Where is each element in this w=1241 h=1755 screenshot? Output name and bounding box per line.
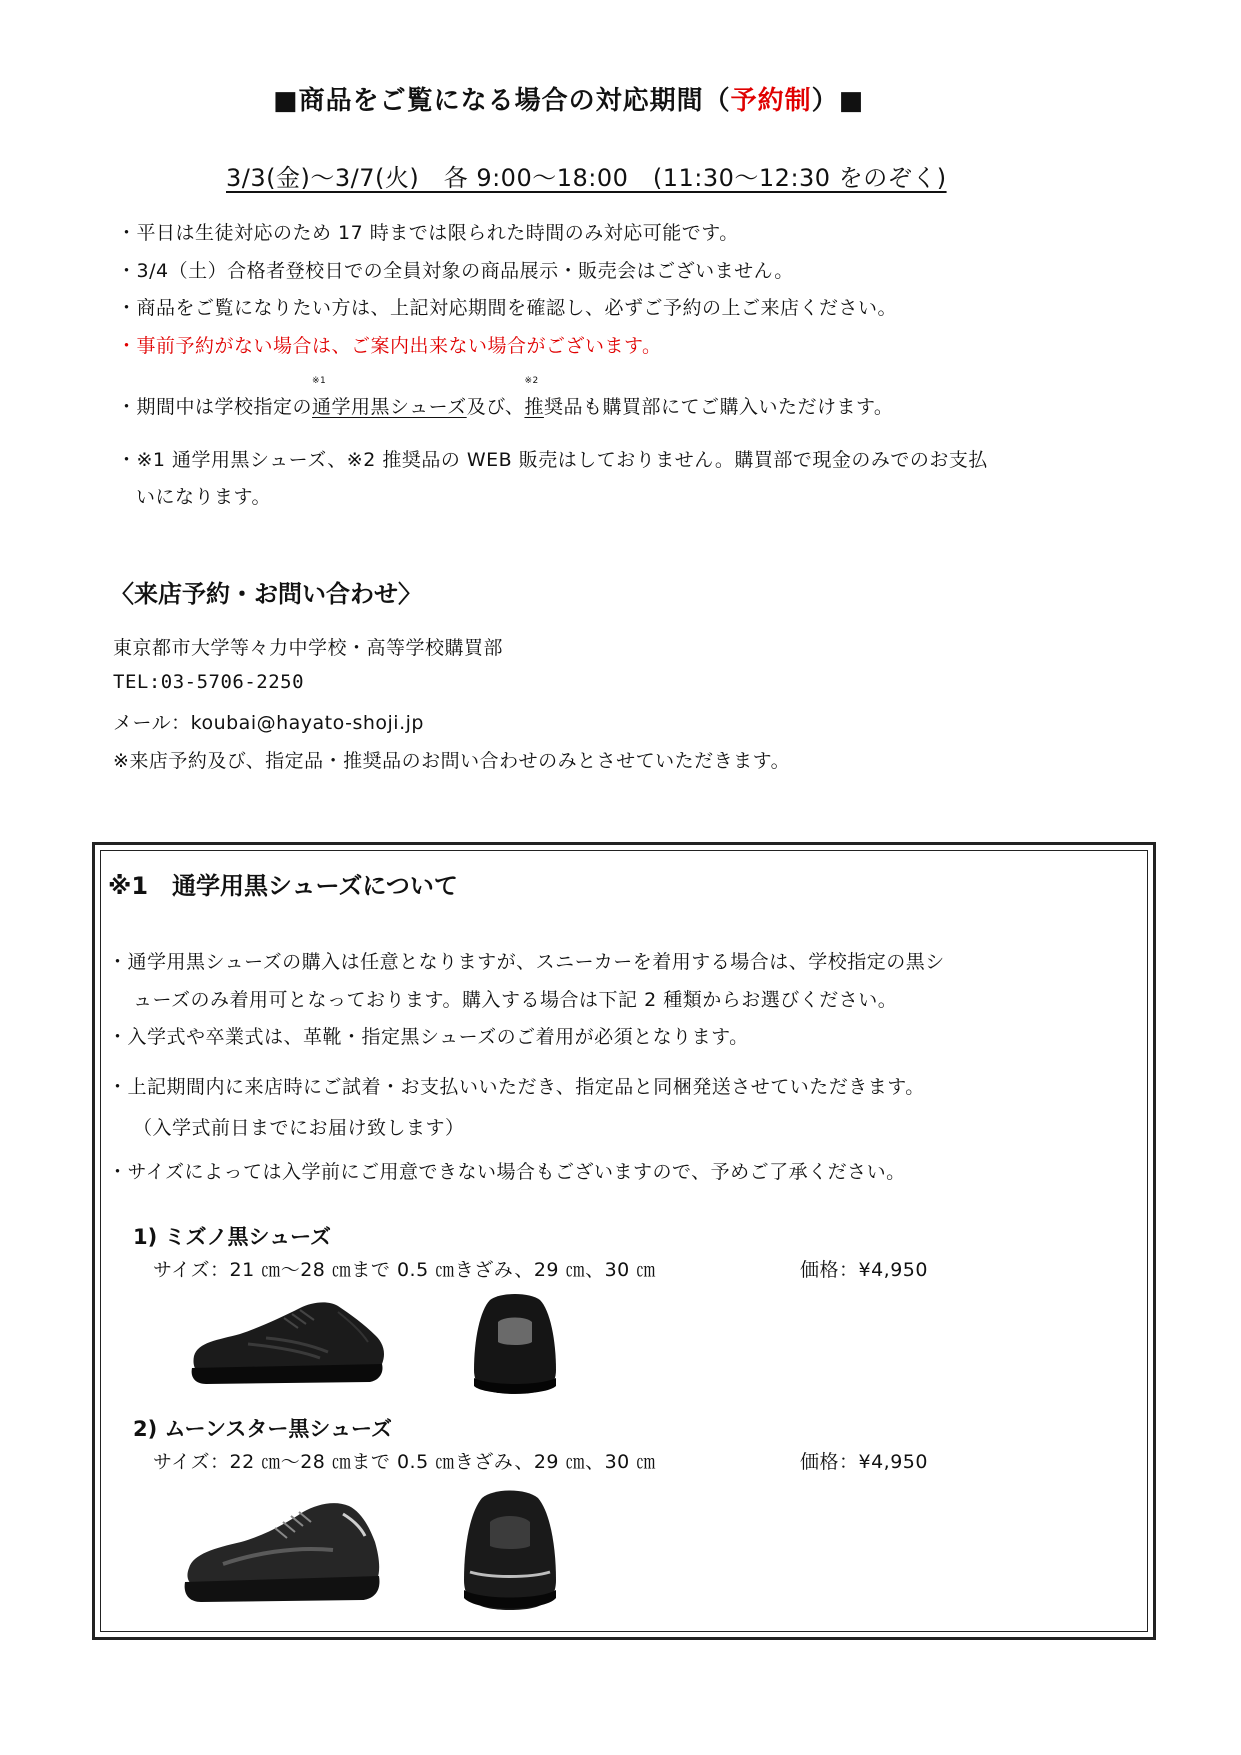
contact-heading: 〈来店予約・お問い合わせ〉 [110,580,422,608]
product-1-size: サイズ：21 ㎝～28 ㎝まで 0.5 ㎝きざみ、29 ㎝、30 ㎝ [153,1259,656,1281]
product-2-name: 2) ムーンスター黒シューズ [133,1417,392,1441]
title-prefix: ■商品をご覧になる場合の対応期間（ [273,86,731,116]
product-2-size: サイズ：22 ㎝～28 ㎝まで 0.5 ㎝きざみ、29 ㎝、30 ㎝ [153,1451,656,1473]
box-line-5: （入学式前日までにお届け致します） [133,1117,465,1139]
period-note-item1: 通学用黒シューズ [312,396,467,418]
period-note-before: ・期間中は学校指定の [117,396,313,418]
page-title [273,80,864,117]
box-line-4: ・上記期間内に来店時にご試着・お支払いいただき、指定品と同梱発送させていただきます。 [108,1076,925,1098]
note-2: ・3/4（土）合格者登校日での全員対象の商品展示・販売会はございません。 [117,260,794,282]
note-3: ・商品をご覧になりたい方は、上記対応期間を確認し、必ずご予約の上ご来店ください。 [117,297,898,319]
contact-note: ※来店予約及び、指定品・推奨品のお問い合わせのみとさせていただきます。 [113,750,791,772]
web-note-line2: いになります。 [136,486,271,508]
product-2-price: 価格：¥4,950 [800,1451,928,1473]
box-line-6: ・サイズによっては入学前にご用意できない場合もございますので、予めご了承ください。 [108,1161,906,1183]
period-note-item2: 推 [524,396,544,418]
box-heading: ※1 通学用黒シューズについて [108,872,458,900]
web-note-line1: ・※1 通学用黒シューズ、※2 推奨品の WEB 販売はしておりません。購買部で現金のみでのお支払 [117,449,988,471]
schedule: 3/3(金)～3/7(火) 各 9:00～18:00 (11:30～12:30 をのぞく) [226,164,947,192]
note-1: ・平日は生徒対応のため 17 時までは限られた時間のみ対応可能です。 [117,222,739,244]
mizuno-shoe-side-image [188,1298,388,1390]
period-note [117,376,894,419]
contact-tel: TEL:03-5706-2250 [113,671,305,693]
product-1-price: 価格：¥4,950 [800,1259,928,1281]
contact-org: 東京都市大学等々力中学校・高等学校購買部 [113,637,504,659]
mizuno-shoe-back-image [470,1290,560,1400]
box-line-2: ューズのみ着用可となっております。購入する場合は下記 2 種類からお選びください。 [133,989,898,1011]
mark-2: ※2 [524,376,539,386]
box-line-3: ・入学式や卒業式は、革靴・指定黒シューズのご着用が必須となります。 [108,1026,749,1048]
title-suffix: ）■ [811,86,865,116]
contact-mail-text[interactable]: メール：koubai@hayato-shoji.jp [113,712,424,734]
note-warning: ・事前予約がない場合は、ご案内出来ない場合がございます。 [117,335,662,357]
contact-mail [113,708,424,735]
period-note-after: 奨品も購買部にてご購入いただけます。 [543,396,894,418]
moonstar-shoe-side-image [183,1498,383,1608]
product-1-name: 1) ミズノ黒シューズ [133,1225,332,1249]
moonstar-shoe-back-image [460,1486,560,1616]
period-note-middle: 及び、 [466,396,525,418]
title-highlight: 予約制 [730,86,812,116]
mark-1: ※1 [312,376,327,386]
box-line-1: ・通学用黒シューズの購入は任意となりますが、スニーカーを着用する場合は、学校指定の黒シ [108,951,945,973]
